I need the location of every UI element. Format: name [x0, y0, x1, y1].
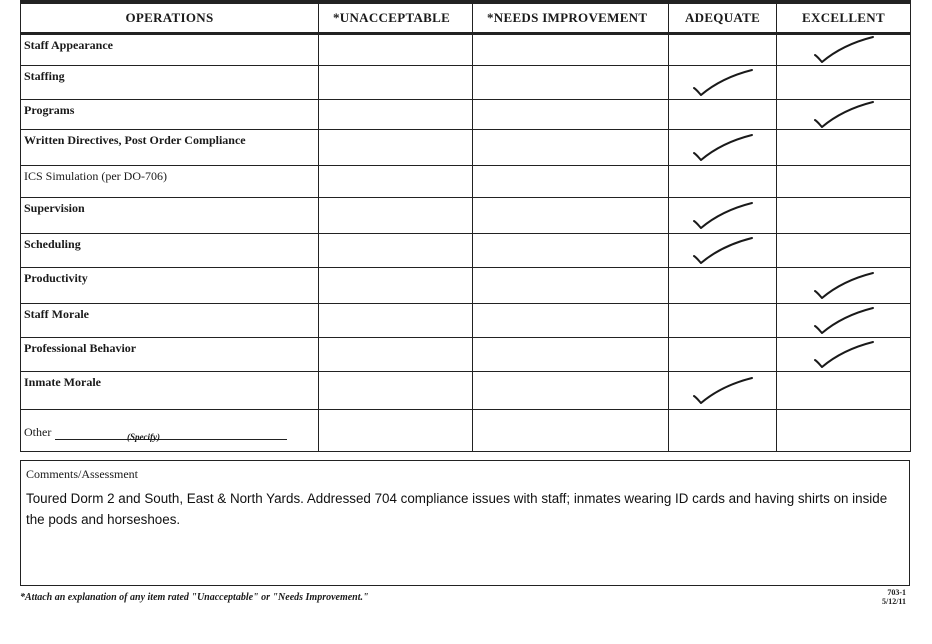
- operations-table: [20, 0, 911, 452]
- rating-cell-excellent[interactable]: [777, 198, 911, 234]
- table-row: [21, 34, 911, 66]
- rating-cell-excellent[interactable]: [777, 34, 911, 66]
- table-row: [21, 166, 911, 198]
- rating-cell-unacceptable[interactable]: [319, 372, 473, 410]
- rating-cell-needs-improvement[interactable]: [473, 372, 669, 410]
- row-label: Staff Morale: [21, 304, 319, 338]
- rating-cell-unacceptable[interactable]: [319, 198, 473, 234]
- checkmark-icon: [809, 33, 879, 67]
- table-row: [21, 100, 911, 130]
- table-row: [21, 304, 911, 338]
- rating-cell-needs-improvement[interactable]: [473, 410, 669, 452]
- rating-cell-unacceptable[interactable]: [319, 304, 473, 338]
- rating-cell-unacceptable[interactable]: [319, 66, 473, 100]
- specify-hint: (Specify): [127, 432, 160, 442]
- table-row-other: [21, 410, 911, 452]
- header-needs-improvement: *NEEDS IMPROVEMENT: [473, 2, 669, 34]
- rating-cell-adequate[interactable]: [669, 304, 777, 338]
- checkmark-icon: [809, 98, 879, 132]
- rating-cell-adequate[interactable]: [669, 198, 777, 234]
- other-label: Other: [24, 425, 52, 439]
- header-operations: OPERATIONS: [21, 2, 319, 34]
- table-row: [21, 198, 911, 234]
- rating-cell-adequate[interactable]: [669, 268, 777, 304]
- footer-note: *Attach an explanation of any item rated "Unacceptable" or "Needs Improvement.": [20, 592, 369, 603]
- rating-cell-unacceptable[interactable]: [319, 410, 473, 452]
- rating-cell-adequate[interactable]: [669, 234, 777, 268]
- rating-cell-needs-improvement[interactable]: [473, 198, 669, 234]
- row-label: Inmate Morale: [21, 372, 319, 410]
- rating-cell-excellent[interactable]: [777, 268, 911, 304]
- rating-cell-excellent[interactable]: [777, 234, 911, 268]
- table-row: [21, 130, 911, 166]
- checkmark-icon: [688, 66, 758, 100]
- table-row: [21, 268, 911, 304]
- checkmark-icon: [688, 131, 758, 165]
- rating-cell-excellent[interactable]: [777, 338, 911, 372]
- rating-cell-adequate[interactable]: [669, 372, 777, 410]
- rating-cell-unacceptable[interactable]: [319, 268, 473, 304]
- rating-cell-needs-improvement[interactable]: [473, 166, 669, 198]
- rating-cell-excellent[interactable]: [777, 304, 911, 338]
- rating-cell-excellent[interactable]: [777, 100, 911, 130]
- checkmark-icon: [809, 304, 879, 338]
- other-specify-field[interactable]: [55, 425, 287, 440]
- rating-cell-adequate[interactable]: [669, 166, 777, 198]
- header-adequate: ADEQUATE: [669, 2, 777, 34]
- rating-cell-adequate[interactable]: [669, 34, 777, 66]
- rating-cell-needs-improvement[interactable]: [473, 234, 669, 268]
- checkmark-icon: [688, 234, 758, 268]
- rating-cell-adequate[interactable]: [669, 410, 777, 452]
- row-label: Professional Behavior: [21, 338, 319, 372]
- header-unacceptable: *UNACCEPTABLE: [319, 2, 473, 34]
- rating-cell-adequate[interactable]: [669, 66, 777, 100]
- row-label: Staffing: [21, 66, 319, 100]
- rating-cell-needs-improvement[interactable]: [473, 100, 669, 130]
- checkmark-icon: [688, 199, 758, 233]
- rating-cell-excellent[interactable]: [777, 130, 911, 166]
- row-label: Written Directives, Post Order Compliance: [21, 130, 319, 166]
- row-label: Scheduling: [21, 234, 319, 268]
- rating-cell-adequate[interactable]: [669, 100, 777, 130]
- rating-cell-needs-improvement[interactable]: [473, 304, 669, 338]
- rating-cell-excellent[interactable]: [777, 410, 911, 452]
- rating-cell-excellent[interactable]: [777, 372, 911, 410]
- comments-label: Comments/Assessment: [26, 467, 139, 481]
- rating-cell-unacceptable[interactable]: [319, 34, 473, 66]
- table-row: [21, 234, 911, 268]
- row-label: Programs: [21, 100, 319, 130]
- rating-cell-needs-improvement[interactable]: [473, 268, 669, 304]
- rating-cell-unacceptable[interactable]: [319, 166, 473, 198]
- table-row: [21, 338, 911, 372]
- form-number: [882, 588, 906, 606]
- rating-cell-adequate[interactable]: [669, 130, 777, 166]
- row-label: Productivity: [21, 268, 319, 304]
- header-row: [21, 2, 911, 34]
- rating-cell-needs-improvement[interactable]: [473, 338, 669, 372]
- row-label: Staff Appearance: [21, 34, 319, 66]
- comments-box: [20, 460, 910, 586]
- checkmark-icon: [809, 338, 879, 372]
- rating-cell-unacceptable[interactable]: [319, 234, 473, 268]
- row-label: Supervision: [21, 198, 319, 234]
- rating-cell-excellent[interactable]: [777, 166, 911, 198]
- comments-text: Toured Dorm 2 and South, East & North Yards. Addressed 704 compliance issues with staff; inmates wearing ID cards and having shirts on inside the pods and horseshoes.: [26, 491, 888, 527]
- row-label: ICS Simulation (per DO-706): [21, 166, 319, 198]
- rating-cell-needs-improvement[interactable]: [473, 130, 669, 166]
- rating-cell-unacceptable[interactable]: [319, 130, 473, 166]
- rating-cell-excellent[interactable]: [777, 66, 911, 100]
- checkmark-icon: [809, 269, 879, 303]
- checkmark-icon: [688, 374, 758, 408]
- table-row: [21, 372, 911, 410]
- other-wrap: [24, 413, 318, 440]
- rating-cell-unacceptable[interactable]: [319, 100, 473, 130]
- rating-cell-unacceptable[interactable]: [319, 338, 473, 372]
- form-number-code: 703-1: [887, 588, 906, 597]
- form-number-date: 5/12/11: [881, 597, 906, 606]
- rating-cell-adequate[interactable]: [669, 338, 777, 372]
- rating-cell-needs-improvement[interactable]: [473, 34, 669, 66]
- header-excellent: EXCELLENT: [777, 2, 911, 34]
- table-row: [21, 66, 911, 100]
- other-cell: [21, 410, 319, 452]
- rating-cell-needs-improvement[interactable]: [473, 66, 669, 100]
